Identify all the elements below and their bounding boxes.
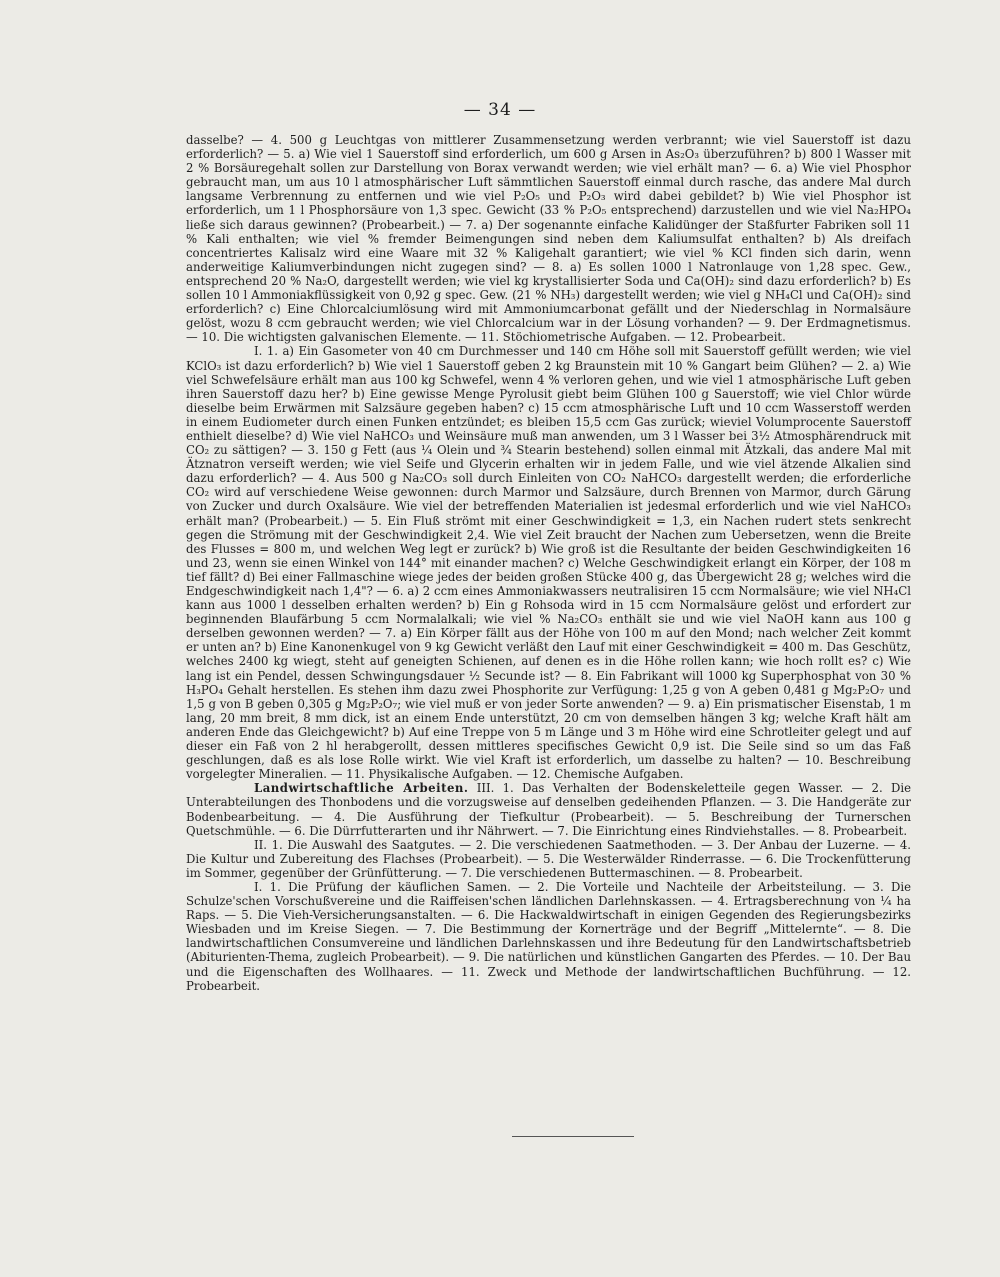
page-number: — 34 — [463, 100, 537, 120]
end-rule [512, 1136, 634, 1137]
paragraph-continuation: dasselbe? — 4. 500 g Leuchtgas von mittlerer Zusammensetzung werden verbrannt; wie viel Sauerstoff ist dazu erforderlich? — 5. a) Wie viel 1 Sauerstoff sind erforderlich, um 600 g Arsen in As₂O₃ überzuführen? b) 800 l Wasser mit 2 % Borsäuregehalt sollen zur Darstellung von Borax verwandt werden; wie viel erhält man? — 6. a) Wie viel Phosphor gebraucht man, um aus 10 l atmosphärischer Luft sämmtlichen Sauerstoff einmal durch rasche, das andere Mal durch langsame Verbrennung zu entfernen und wie viel P₂O₅ und P₂O₃ wird dabei gebildet? b) Wie viel Phosphor ist erforderlich, um 1 l Phosphorsäure von 1,3 spec. Gewicht (33 % P₂O₅ entsprechend) darzustellen und wie viel Na₂HPO₄ ließe sich daraus gewinnen? (Probearbeit.) — 7. a) Der sogenannte einfache Kalidünger der Staßfurter Fabriken soll 11 % Kali enthalten; wie viel % fremder Beimengungen sind neben dem Kaliumsulfat enthalten? b) Als dreifach concentriertes Kalisalz wird eine Waare mit 32 % Kaligehalt garantiert; wie viel % KCl finden sich darin, wenn anderweitige Kaliumverbindungen nicht zugegen sind? — 8. a) Es sollen 1000 l Natronlauge von 1,28 spec. Gew., entsprechend 20 % Na₂O, dargestellt werden; wie viel kg krystallisierter Soda und Ca(OH)₂ sind dazu erforderlich? b) Es sollen 10 l Ammoniakflüssigkeit von 0,92 g spec. Gew. (21 % NH₃) dargestellt werden; wie viel g NH₄Cl und Ca(OH)₂ sind erforderlich? c) Eine Chlorcalciumlösung wird mit Ammoniumcarbonat gefällt und der Niederschlag in Normalsäure gelöst, wozu 8 ccm gebraucht werden; wie viel Chlorcalcium war in der Lösung vorhanden? — 9. Der Erdmagnetismus. — 10. Die wichtigsten galvanischen Elemente. — 11. Stöchiometrische Aufgaben. — 12. Probearbeit. [186, 133, 911, 345]
text-body [186, 133, 911, 993]
section-title-agriculture: Landwirtschaftliche Arbeiten. [254, 781, 469, 796]
paragraph-agriculture-iii-text: III. 1. Das Verhalten der Bodenskeletteile gegen Wasser. — 2. Die Unterabteilungen des Thonbodens und die vorzugsweise auf denselben gedeihenden Pflanzen. — 3. Die Handgeräte zur Bodenbearbeitung. — 4. Die Ausführung der Tiefkultur (Probearbeit). — 5. Beschreibung der Turnerschen Quetschmühle. — 6. Die Dürrfutterarten und ihr Nährwert. — 7. Die Einrichtung eines Rindviehstalles. — 8. Probearbeit. [186, 781, 911, 838]
paragraph-physics-tasks: I. 1. a) Ein Gasometer von 40 cm Durchmesser und 140 cm Höhe soll mit Sauerstoff gefüllt werden; wie viel KClO₃ ist dazu erforderlich? b) Wie viel 1 Sauerstoff geben 2 kg Braunstein mit 10 % Gangart beim Glühen? — 2. a) Wie viel Schwefelsäure erhält man aus 100 kg Schwefel, wenn 4 % verloren gehen, und wie viel 1 atmosphärische Luft geben ihren Sauerstoff dazu her? b) Eine gewisse Menge Pyrolusit giebt beim Glühen 100 g Sauerstoff; wie viel Chlor würde dieselbe beim Erwärmen mit Salzsäure gegeben haben? c) 15 ccm atmosphärische Luft und 10 ccm Wasserstoff werden in einem Eudiometer durch einen Funken entzündet; es bleiben 15,5 ccm Gas zurück; wieviel Volumprocente Sauerstoff enthielt dieselbe? d) Wie viel NaHCO₃ und Weinsäure muß man anwenden, um 3 l Wasser bei 3½ Atmosphärendruck mit CO₂ zu sättigen? — 3. 150 g Fett (aus ¼ Olein und ¾ Stearin bestehend) sollen einmal mit Ätzkali, das andere Mal mit Ätznatron verseift werden; wie viel Seife und Glycerin erhalten wir in jedem Falle, und wie viel ätzende Alkalien sind dazu erforderlich? — 4. Aus 500 g Na₂CO₃ soll durch Einleiten von CO₂ NaHCO₃ dargestellt werden; die erforderliche CO₂ wird auf verschiedene Weise gewonnen: durch Marmor und Salzsäure, durch Brennen von Marmor, durch Gärung von Zucker und durch Oxalsäure. Wie viel der betreffenden Materialien ist jedesmal erforderlich und wie viel NaHCO₃ erhält man? (Probearbeit.) — 5. Ein Fluß strömt mit einer Geschwindigkeit = 1,3, ein Nachen rudert stets senkrecht gegen die Strömung mit der Geschwindigkeit 2,4. Wie viel Zeit braucht der Nachen zum Uebersetzen, wenn die Breite des Flusses = 800 m, und welchen Weg legt er zurück? b) Wie groß ist die Resultante der beiden Geschwindigkeiten 16 und 23, wenn sie einen Winkel von 144° mit einander machen? c) Welche Geschwindigkeit erlangt ein Körper, der 108 m tief fällt? d) Bei einer Fallmaschine wiege jedes der beiden großen Stücke 400 g, das Übergewicht 28 g; welches wird die Endgeschwindigkeit nach 1,4"? — 6. a) 2 ccm eines Ammoniakwassers neutralisiren 15 ccm Normalsäure; wie viel NH₄Cl kann aus 1000 l desselben erhalten werden? b) Ein g Rohsoda wird in 15 ccm Normalsäure gelöst und erfordert zur beginnenden Blaufärbung 5 ccm Normalalkali; wie viel % Na₂CO₃ enthält sie und wie viel NaOH kann aus 100 g derselben gewonnen werden? — 7. a) Ein Körper fällt aus der Höhe von 100 m auf den Mond; nach welcher Zeit kommt er unten an? b) Eine Kanonenkugel von 9 kg Gewicht verläßt den Lauf mit einer Geschwindigkeit = 400 m. Das Geschütz, welches 2400 kg wiegt, steht auf geneigten Schienen, auf denen es in die Höhe rollen kann; wie hoch rollt es? c) Wie lang ist ein Pendel, dessen Schwingungsdauer ½ Secunde ist? — 8. Ein Fabrikant will 1000 kg Superphosphat von 30 % H₃PO₄ Gehalt herstellen. Es stehen ihm dazu zwei Phosphorite zur Verfügung: 1,25 g von A geben 0,481 g Mg₂P₂O₇ und 1,5 g von B geben 0,305 g Mg₂P₂O₇; wie viel muß er von jeder Sorte anwenden? — 9. a) Ein prismatischer Eisenstab, 1 m lang, 20 mm breit, 8 mm dick, ist an einem Ende unterstützt, 20 cm von demselben hängen 3 kg; welche Kraft hält am anderen Ende das Gleichgewicht? b) Auf eine Treppe von 5 m Länge und 3 m Höhe wird eine Schrotleiter gelegt und auf dieser ein Faß von 2 hl herabgerollt, dessen mittleres specifisches Gewicht 0,9 ist. Die Seile sind so um das Faß geschlungen, daß es als lose Rolle wirkt. Wie viel Kraft ist erforderlich, um dasselbe zu halten? — 10. Beschreibung vorgelegter Mineralien. — 11. Physikalische Aufgaben. — 12. Chemische Aufgaben. [186, 344, 911, 782]
paragraph-agriculture-ii: II. 1. Die Auswahl des Saatgutes. — 2. Die verschiedenen Saatmethoden. — 3. Der Anbau der Luzerne. — 4. Die Kultur und Zubereitung des Flachses (Probearbeit). — 5. Die Westerwälder Rinderrasse. — 6. Die Trockenfütterung im Sommer, gegenüber der Grünfütterung. — 7. Die verschiedenen Buttermaschinen. — 8. Probearbeit. [186, 837, 911, 880]
paragraph-agriculture-iii [186, 781, 911, 837]
paragraph-agriculture-i: I. 1. Die Prüfung der käuflichen Samen. — 2. Die Vorteile und Nachteile der Arbeitsteilung. — 3. Die Schulze'schen Vorschußvereine und die Raiffeisen'schen ländlichen Darlehnskassen. — 4. Ertragsberechnung von ¼ ha Raps. — 5. Die Vieh-Versicherungsanstalten. — 6. Die Hackwaldwirtschaft in einigen Gegenden des Regierungsbezirks Wiesbaden und im Kreise Siegen. — 7. Die Bestimmung der Kornerträge und der Begriff „Mittelernte“. — 8. Die landwirtschaftlichen Consumvereine und ländlichen Darlehnskassen und ihre Bedeutung für den Landwirtschaftsbetrieb (Abiturienten-Thema, zugleich Probearbeit). — 9. Die natürlichen und künstlichen Gangarten des Pferdes. — 10. Der Bau und die Eigenschaften des Wollhaares. — 11. Zweck und Methode der landwirtschaftlichen Buchführung. — 12. Probearbeit. [186, 879, 911, 993]
